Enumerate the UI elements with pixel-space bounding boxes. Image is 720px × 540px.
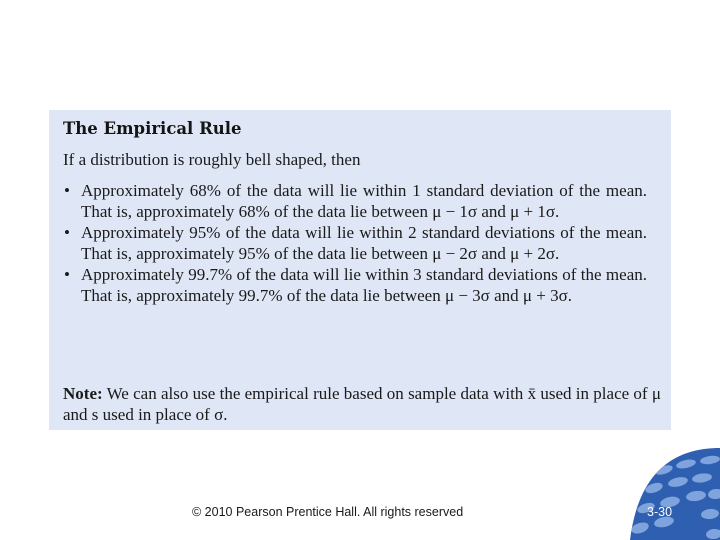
corner-dots-graphic xyxy=(630,448,720,540)
slide-number: 3-30 xyxy=(647,505,673,519)
bullet-text: Approximately 68% of the data will lie within 1 standard deviation of the mean. That is, approximately 68% of the data lie between μ − 1σ and μ + 1σ. xyxy=(81,181,647,221)
copyright-footer: © 2010 Pearson Prentice Hall. All rights reserved xyxy=(192,505,464,519)
bullet-list xyxy=(63,180,647,306)
bullet-dot-icon: • xyxy=(64,181,70,200)
note-text: We can also use the empirical rule based on sample data with x̄ used in place of μ and s used in place of σ. xyxy=(63,384,661,424)
bullet-text: Approximately 99.7% of the data will lie within 3 standard deviations of the mean. That is, approximately 99.7% of the data lie between μ − 3σ and μ + 3σ. xyxy=(81,265,647,305)
bullet-text: Approximately 95% of the data will lie within 2 standard deviations of the mean. That is, approximately 95% of the data lie between μ − 2σ and μ + 2σ. xyxy=(81,223,647,263)
note xyxy=(63,383,661,425)
bullet-item-95 xyxy=(63,222,647,264)
box-title: The Empirical Rule xyxy=(63,119,242,138)
empirical-rule-box xyxy=(49,110,671,430)
box-intro: If a distribution is roughly bell shaped, then xyxy=(63,150,361,169)
bullet-item-68 xyxy=(63,180,647,222)
bullet-dot-icon: • xyxy=(64,265,70,284)
note-label: Note: xyxy=(63,384,103,403)
bullet-item-99-7 xyxy=(63,264,647,306)
bullet-dot-icon: • xyxy=(64,223,70,242)
